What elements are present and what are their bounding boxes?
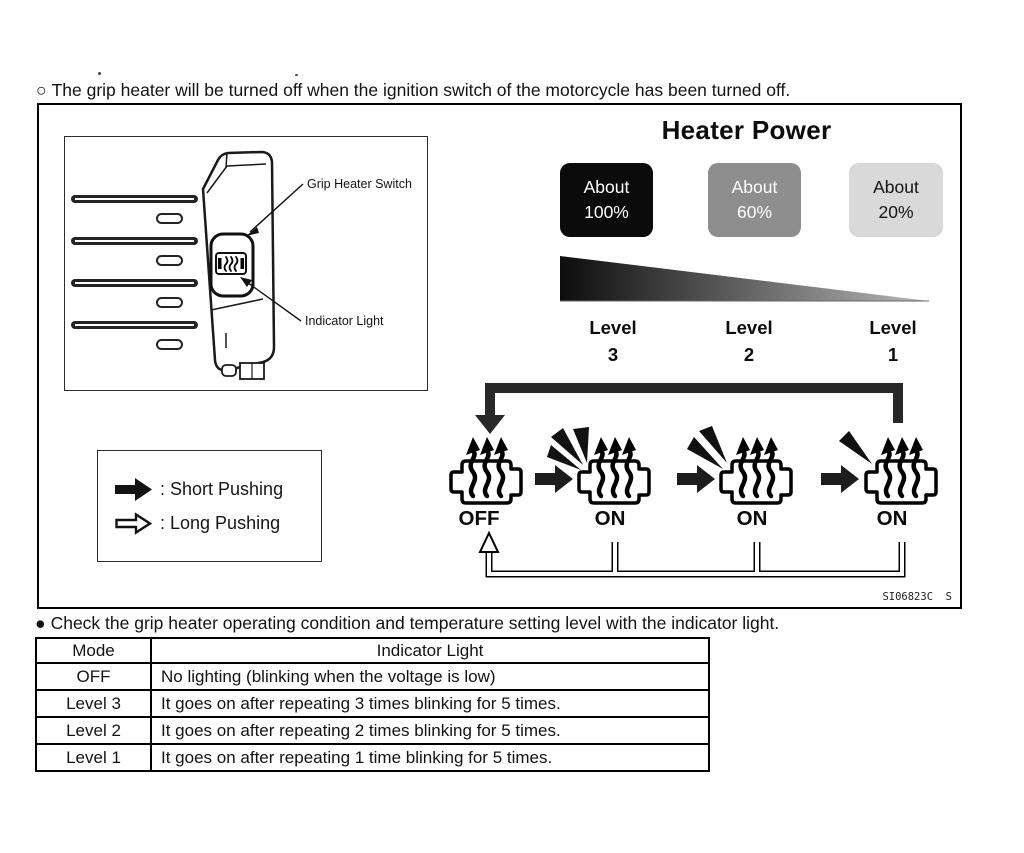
blink-marks-2-icon <box>687 426 727 469</box>
heater-power-title: Heater Power <box>661 115 832 145</box>
grip-heater-icon-level1 <box>866 437 936 503</box>
power-box-20 <box>849 163 943 237</box>
table-row <box>36 717 709 744</box>
indicator-light-label: Indicator Light <box>305 314 384 328</box>
table-row <box>36 744 709 771</box>
short-push-arrow-icon <box>115 478 153 501</box>
power-box-value: 20% <box>878 202 914 222</box>
short-push-arrow-icon <box>535 465 573 493</box>
level-2-label: Level 2 <box>725 317 773 365</box>
check-note-text: Check the grip heater operating condition and temperature setting level with the indicator light. <box>50 613 780 633</box>
grip-heater-switch-label: Grip Heater Switch <box>307 177 412 191</box>
header-indicator-light: Indicator Light <box>151 638 709 663</box>
mode-cell: OFF <box>36 663 151 690</box>
short-push-arrow-icon <box>821 465 859 493</box>
indicator-cell: It goes on after repeating 1 time blinking for 5 times. <box>151 744 709 771</box>
state-label-on-1: ON <box>876 507 908 530</box>
power-box-value: 100% <box>584 202 629 222</box>
power-box-word: About <box>873 177 919 198</box>
scan-artifact-dot <box>98 72 101 75</box>
table-header-row <box>36 638 709 663</box>
header-mode: Mode <box>36 638 151 663</box>
check-note <box>35 612 779 634</box>
mode-flow-diagram <box>449 375 954 590</box>
mode-cell: Level 1 <box>36 744 151 771</box>
legend-short-label: : Short Pushing <box>160 478 284 499</box>
legend-long-push <box>115 512 321 535</box>
short-push-return-connector <box>475 383 903 434</box>
top-note-text: The grip heater will be turned off when the ignition switch of the motorcycle has been turned off. <box>51 80 791 100</box>
power-box-word: About <box>731 177 778 198</box>
indicator-light-icon <box>216 253 246 274</box>
table-row <box>36 663 709 690</box>
short-push-arrow-icon <box>677 465 715 493</box>
grip-heater-icon-level3 <box>579 437 649 503</box>
grip-switch-illustration <box>65 137 426 389</box>
level-1-label: Level 1 <box>869 317 917 365</box>
power-box-100 <box>560 163 653 237</box>
long-push-return-path <box>480 533 902 574</box>
indicator-cell: No lighting (blinking when the voltage is low) <box>151 663 709 690</box>
scan-artifact-dot <box>295 74 298 76</box>
power-box-value: 60% <box>736 202 773 222</box>
long-push-up-arrow-icon <box>480 533 498 552</box>
power-gradient-triangle <box>559 253 931 305</box>
state-label-on-3: ON <box>594 507 626 530</box>
blink-marks-1-icon <box>839 431 872 464</box>
indicator-cell: It goes on after repeating 2 times blinking for 5 times. <box>151 717 709 744</box>
power-box-word: About <box>583 177 630 198</box>
state-label-on-2: ON <box>736 507 768 530</box>
state-label-off: OFF <box>458 507 500 530</box>
level-3-label: Level 3 <box>589 317 637 365</box>
dot-bullet: ● <box>35 613 46 633</box>
legend-short-push <box>115 478 321 501</box>
mode-cell: Level 2 <box>36 717 151 744</box>
table-row <box>36 690 709 717</box>
legend-long-label: : Long Pushing <box>160 512 281 533</box>
top-note <box>36 79 790 101</box>
indicator-cell: It goes on after repeating 3 times blinking for 5 times. <box>151 690 709 717</box>
handlebar-grip <box>71 195 198 349</box>
blink-marks-3-icon <box>547 427 589 470</box>
figure-box <box>37 103 962 609</box>
push-legend <box>97 450 322 562</box>
mode-cell: Level 3 <box>36 690 151 717</box>
figure-code: SI06823C S <box>882 591 952 603</box>
grip-heater-icon-off <box>451 437 521 503</box>
indicator-table <box>35 637 710 772</box>
illustration-panel <box>64 136 428 391</box>
circle-bullet: ○ <box>36 80 47 100</box>
long-push-arrow-icon <box>115 512 153 535</box>
power-box-60 <box>708 163 801 237</box>
grip-heater-icon-level2 <box>721 437 791 503</box>
